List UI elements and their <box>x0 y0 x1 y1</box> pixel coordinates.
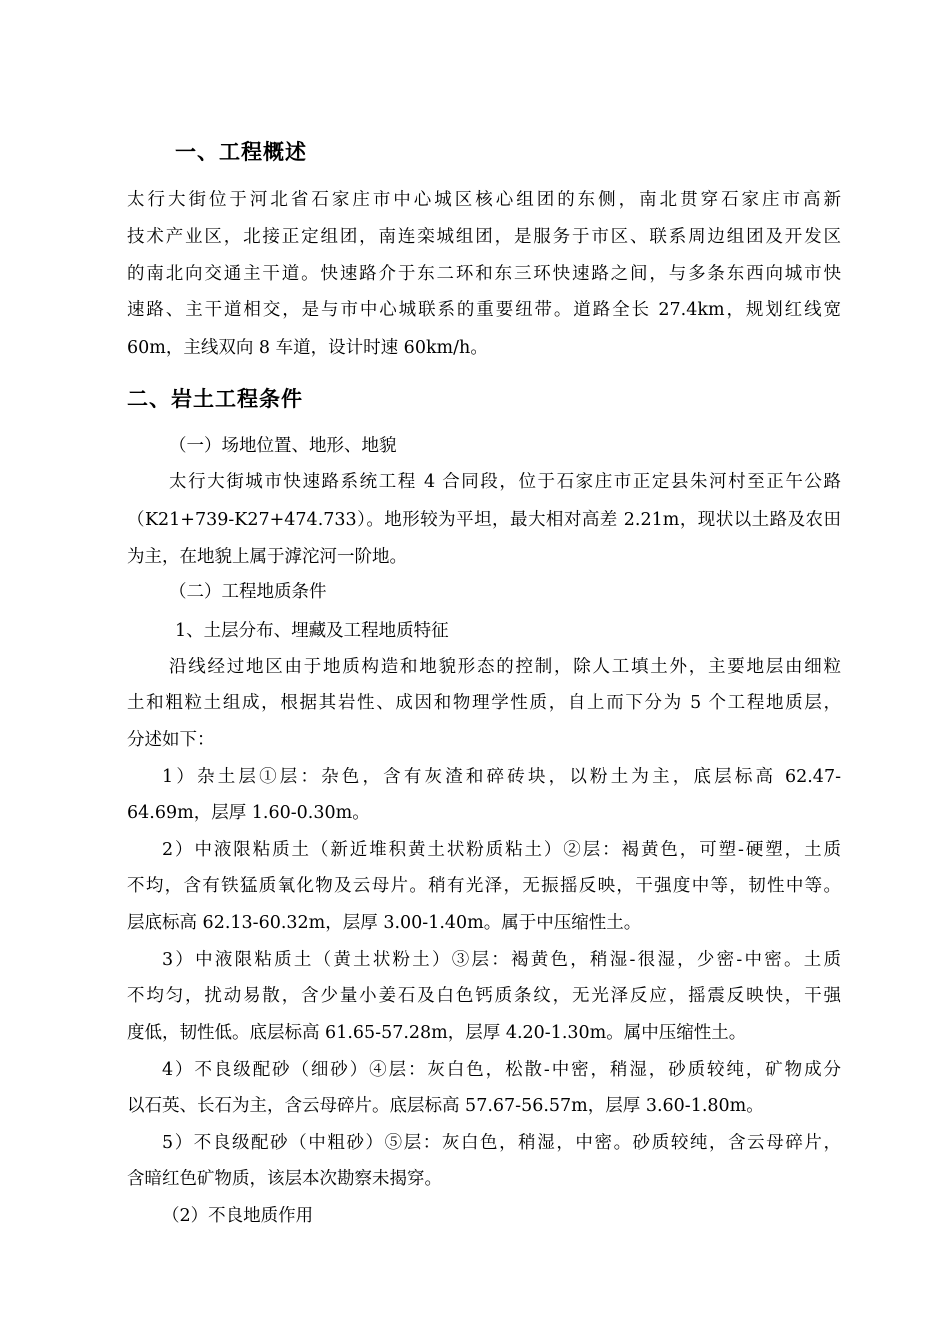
subsection-title-site: （一）场地位置、地形、地貌 <box>169 436 397 456</box>
paragraph-line: 技术产业区，北接正定组团，南连栾城组团，是服务于市区、联系周边组团及开发区 <box>127 227 841 247</box>
layer-line: 4）不良级配砂（细砂）④层：灰白色，松散-中密，稍湿，砂质较纯，矿物成分 <box>162 1060 841 1080</box>
subsection-subtitle: 1、土层分布、埋藏及工程地质特征 <box>175 621 449 641</box>
layer-line: 不均，含有铁猛质氧化物及云母片。稍有光泽，无振摇反映，干强度中等，韧性中等。 <box>127 876 841 896</box>
layer-line: 1）杂土层①层：杂色，含有灰渣和碎砖块，以粉土为主，底层标高 62.47- <box>162 767 841 787</box>
layer-line: 以石英、长石为主，含云母碎片。底层标高 57.67-56.57m，层厚 3.60-1.80m。 <box>127 1096 764 1116</box>
subsection-title-geology: （二）工程地质条件 <box>169 582 327 602</box>
layer-line: 不均匀，扰动易散，含少量小姜石及白色钙质条纹，无光泽反应，摇震反映快，干强 <box>127 986 841 1006</box>
paragraph-line: 分述如下： <box>127 730 215 750</box>
layer-line: 5）不良级配砂（中粗砂）⑤层：灰白色，稍湿，中密。砂质较纯，含云母碎片， <box>162 1133 841 1153</box>
paragraph-line: 的南北向交通主干道。快速路介于东二环和东三环快速路之间，与多条东西向城市快 <box>127 264 841 284</box>
layer-line: 2）中液限粘质土（新近堆积黄土状粉质粘土）②层：褐黄色，可塑-硬塑，土质 <box>162 840 841 860</box>
paragraph-line: （K21+739-K27+474.733）。地形较为平坦，最大相对高差 2.21m，现状以土路及农田 <box>127 510 841 530</box>
paragraph-line: 为主，在地貌上属于滹沱河一阶地。 <box>127 547 407 567</box>
paragraph-line: 太行大街城市快速路系统工程 4 合同段，位于石家庄市正定县朱河村至正午公路 <box>169 472 841 492</box>
layer-line: 含暗红色矿物质，该层本次勘察未揭穿。 <box>127 1169 442 1189</box>
layer-line: 3）中液限粘质土（黄土状粉土）③层：褐黄色，稍湿-很湿，少密-中密。土质 <box>162 950 841 970</box>
subsection-title-adverse: （2）不良地质作用 <box>162 1206 314 1226</box>
paragraph-line: 速路、主干道相交，是与市中心城联系的重要纽带。道路全长 27.4km，规划红线宽 <box>127 300 841 320</box>
section-heading-geotech: 二、岩土工程条件 <box>127 387 303 411</box>
section-heading-overview: 一、工程概述 <box>175 140 307 164</box>
paragraph-line: 太行大街位于河北省石家庄市中心城区核心组团的东侧，南北贯穿石家庄市高新 <box>127 190 841 210</box>
layer-line: 64.69m，层厚 1.60-0.30m。 <box>127 803 370 823</box>
paragraph-line: 沿线经过地区由于地质构造和地貌形态的控制，除人工填土外，主要地层由细粒 <box>169 657 841 677</box>
layer-line: 层底标高 62.13-60.32m，层厚 3.00-1.40m。属于中压缩性土。 <box>127 913 642 933</box>
layer-line: 度低，韧性低。底层标高 61.65-57.28m，层厚 4.20-1.30m。属中压缩性土。 <box>127 1023 747 1043</box>
paragraph-line: 60m，主线双向 8 车道，设计时速 60km/h。 <box>127 338 488 358</box>
paragraph-line: 土和粗粒土组成，根据其岩性、成因和物理学性质，自上而下分为 5 个工程地质层， <box>127 693 841 713</box>
